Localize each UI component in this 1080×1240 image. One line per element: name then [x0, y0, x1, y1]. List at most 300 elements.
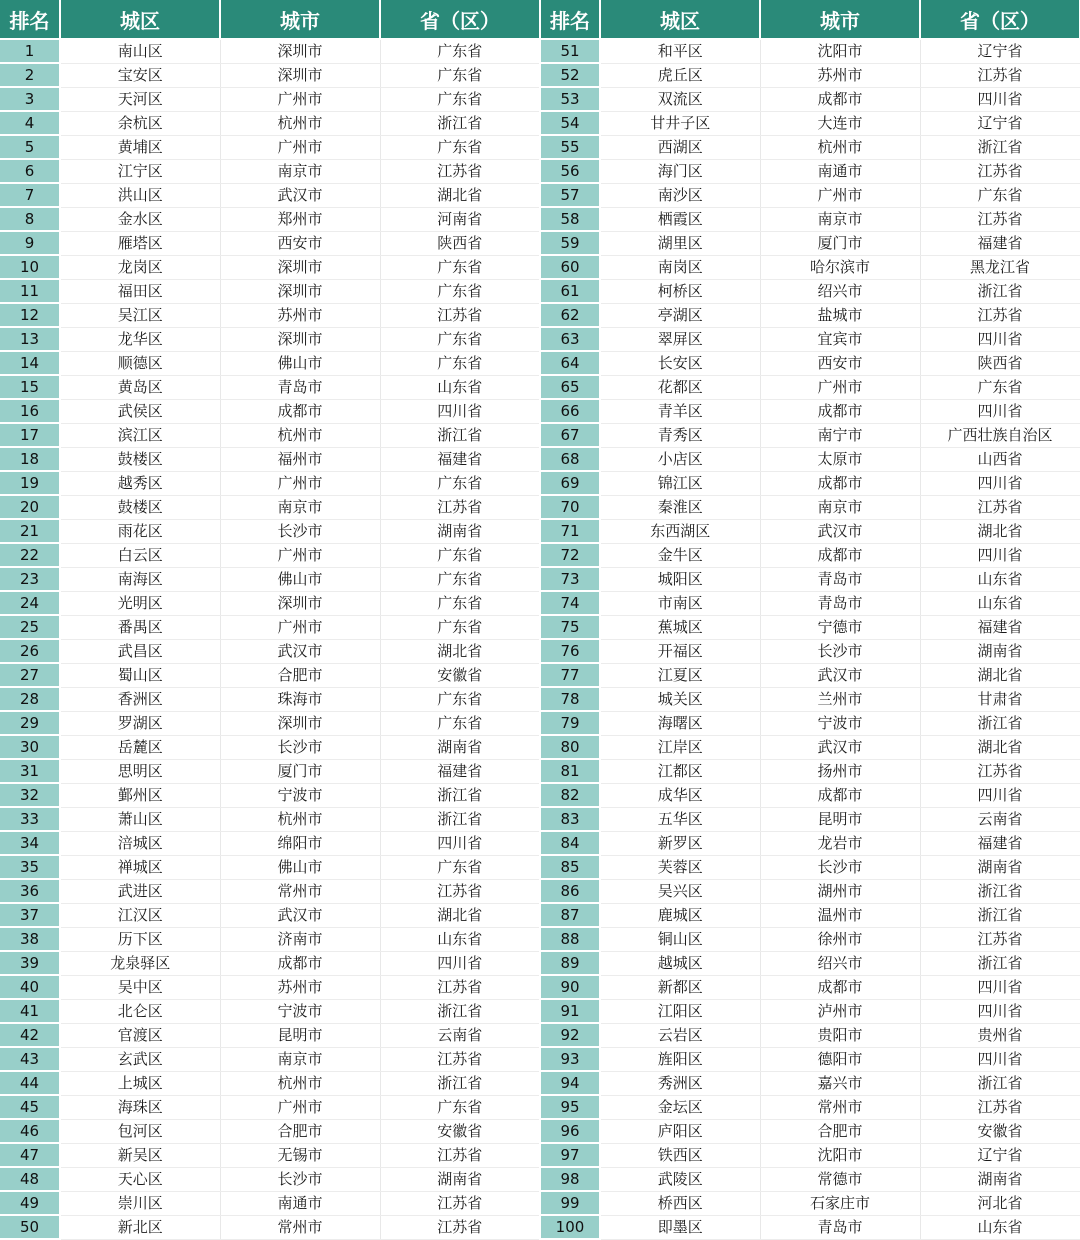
- city-cell: 昆明市: [220, 1023, 380, 1047]
- district-cell: 宝安区: [60, 63, 220, 87]
- city-cell: 广州市: [760, 183, 920, 207]
- province-cell: 四川省: [380, 399, 540, 423]
- city-cell: 常州市: [220, 1215, 380, 1239]
- city-cell: 深圳市: [220, 39, 380, 63]
- rank-cell: 43: [0, 1047, 60, 1071]
- province-cell: 广西壮族自治区: [920, 423, 1080, 447]
- rank-cell: 62: [540, 303, 600, 327]
- district-cell: 海曙区: [600, 711, 760, 735]
- city-cell: 深圳市: [220, 591, 380, 615]
- table-row: [0, 39, 1080, 63]
- table-row: [0, 615, 1080, 639]
- table-row: [0, 999, 1080, 1023]
- rank-cell: 50: [0, 1215, 60, 1239]
- rank-cell: 66: [540, 399, 600, 423]
- district-cell: 涪城区: [60, 831, 220, 855]
- province-cell: 广东省: [380, 135, 540, 159]
- city-cell: 佛山市: [220, 855, 380, 879]
- district-cell: 栖霞区: [600, 207, 760, 231]
- province-cell: 四川省: [380, 951, 540, 975]
- city-cell: 杭州市: [220, 423, 380, 447]
- rank-cell: 48: [0, 1167, 60, 1191]
- district-cell: 甘井子区: [600, 111, 760, 135]
- table-row: [0, 207, 1080, 231]
- province-cell: 广东省: [380, 1095, 540, 1119]
- province-cell: 湖北省: [920, 519, 1080, 543]
- table-row: [0, 351, 1080, 375]
- district-cell: 越城区: [600, 951, 760, 975]
- province-cell: 陕西省: [380, 231, 540, 255]
- rank-cell: 1: [0, 39, 60, 63]
- rank-cell: 12: [0, 303, 60, 327]
- district-cell: 虎丘区: [600, 63, 760, 87]
- city-cell: 杭州市: [760, 135, 920, 159]
- table-row: [0, 975, 1080, 999]
- province-cell: 湖北省: [920, 735, 1080, 759]
- city-cell: 青岛市: [220, 375, 380, 399]
- city-cell: 成都市: [760, 975, 920, 999]
- province-cell: 江苏省: [380, 303, 540, 327]
- district-cell: 玄武区: [60, 1047, 220, 1071]
- city-cell: 苏州市: [220, 303, 380, 327]
- city-cell: 成都市: [220, 951, 380, 975]
- district-cell: 武侯区: [60, 399, 220, 423]
- province-cell: 广东省: [380, 567, 540, 591]
- table-row: [0, 111, 1080, 135]
- district-cell: 成华区: [600, 783, 760, 807]
- city-cell: 苏州市: [220, 975, 380, 999]
- city-cell: 成都市: [220, 399, 380, 423]
- rank-cell: 61: [540, 279, 600, 303]
- province-cell: 河北省: [920, 1191, 1080, 1215]
- district-cell: 洪山区: [60, 183, 220, 207]
- province-cell: 浙江省: [920, 279, 1080, 303]
- city-cell: 广州市: [220, 87, 380, 111]
- rank-cell: 37: [0, 903, 60, 927]
- province-cell: 四川省: [920, 543, 1080, 567]
- district-cell: 青秀区: [600, 423, 760, 447]
- province-cell: 四川省: [920, 1047, 1080, 1071]
- city-cell: 广州市: [220, 1095, 380, 1119]
- district-cell: 黄埔区: [60, 135, 220, 159]
- city-cell: 哈尔滨市: [760, 255, 920, 279]
- rank-cell: 53: [540, 87, 600, 111]
- district-cell: 金牛区: [600, 543, 760, 567]
- table-row: [0, 591, 1080, 615]
- district-cell: 鼓楼区: [60, 495, 220, 519]
- district-cell: 江岸区: [600, 735, 760, 759]
- rank-cell: 78: [540, 687, 600, 711]
- city-cell: 贵阳市: [760, 1023, 920, 1047]
- city-cell: 盐城市: [760, 303, 920, 327]
- district-cell: 滨江区: [60, 423, 220, 447]
- header-district-left: 城区: [60, 0, 220, 39]
- header-city-left: 城市: [220, 0, 380, 39]
- city-cell: 昆明市: [760, 807, 920, 831]
- city-cell: 珠海市: [220, 687, 380, 711]
- rank-cell: 2: [0, 63, 60, 87]
- table-row: [0, 1023, 1080, 1047]
- rank-cell: 7: [0, 183, 60, 207]
- rank-cell: 80: [540, 735, 600, 759]
- province-cell: 江苏省: [380, 1215, 540, 1239]
- city-cell: 郑州市: [220, 207, 380, 231]
- district-cell: 黄岛区: [60, 375, 220, 399]
- rank-cell: 31: [0, 759, 60, 783]
- province-cell: 江苏省: [380, 159, 540, 183]
- city-cell: 西安市: [760, 351, 920, 375]
- table-row: [0, 807, 1080, 831]
- rank-cell: 88: [540, 927, 600, 951]
- rank-cell: 67: [540, 423, 600, 447]
- rank-cell: 92: [540, 1023, 600, 1047]
- city-cell: 长沙市: [760, 639, 920, 663]
- province-cell: 江苏省: [380, 1047, 540, 1071]
- province-cell: 江苏省: [380, 495, 540, 519]
- city-cell: 长沙市: [220, 1167, 380, 1191]
- table-row: [0, 1191, 1080, 1215]
- table-row: [0, 327, 1080, 351]
- table-row: [0, 135, 1080, 159]
- rank-cell: 99: [540, 1191, 600, 1215]
- district-cell: 新都区: [600, 975, 760, 999]
- table-body: [0, 39, 1080, 1239]
- city-cell: 杭州市: [220, 111, 380, 135]
- district-cell: 新罗区: [600, 831, 760, 855]
- rank-cell: 71: [540, 519, 600, 543]
- province-cell: 湖南省: [920, 639, 1080, 663]
- rank-cell: 85: [540, 855, 600, 879]
- district-cell: 市南区: [600, 591, 760, 615]
- province-cell: 山东省: [380, 927, 540, 951]
- rank-cell: 75: [540, 615, 600, 639]
- table-row: [0, 927, 1080, 951]
- province-cell: 广东省: [380, 351, 540, 375]
- city-cell: 广州市: [760, 375, 920, 399]
- rank-cell: 17: [0, 423, 60, 447]
- district-cell: 禅城区: [60, 855, 220, 879]
- province-cell: 浙江省: [920, 879, 1080, 903]
- province-cell: 贵州省: [920, 1023, 1080, 1047]
- city-cell: 南通市: [760, 159, 920, 183]
- city-cell: 泸州市: [760, 999, 920, 1023]
- rank-cell: 58: [540, 207, 600, 231]
- district-cell: 金坛区: [600, 1095, 760, 1119]
- city-cell: 沈阳市: [760, 39, 920, 63]
- province-cell: 四川省: [920, 87, 1080, 111]
- rank-cell: 59: [540, 231, 600, 255]
- province-cell: 江苏省: [920, 303, 1080, 327]
- province-cell: 江苏省: [920, 63, 1080, 87]
- city-cell: 湖州市: [760, 879, 920, 903]
- rank-cell: 23: [0, 567, 60, 591]
- city-cell: 成都市: [760, 783, 920, 807]
- district-cell: 鹿城区: [600, 903, 760, 927]
- city-cell: 嘉兴市: [760, 1071, 920, 1095]
- district-cell: 上城区: [60, 1071, 220, 1095]
- district-cell: 桥西区: [600, 1191, 760, 1215]
- city-cell: 济南市: [220, 927, 380, 951]
- city-cell: 深圳市: [220, 255, 380, 279]
- rank-cell: 22: [0, 543, 60, 567]
- district-cell: 萧山区: [60, 807, 220, 831]
- rank-cell: 60: [540, 255, 600, 279]
- table-row: [0, 1167, 1080, 1191]
- table-row: [0, 663, 1080, 687]
- rank-cell: 9: [0, 231, 60, 255]
- district-cell: 花都区: [600, 375, 760, 399]
- city-cell: 武汉市: [760, 663, 920, 687]
- province-cell: 辽宁省: [920, 1143, 1080, 1167]
- city-cell: 德阳市: [760, 1047, 920, 1071]
- city-cell: 深圳市: [220, 279, 380, 303]
- table-row: [0, 1071, 1080, 1095]
- district-cell: 江汉区: [60, 903, 220, 927]
- rank-cell: 42: [0, 1023, 60, 1047]
- city-cell: 佛山市: [220, 351, 380, 375]
- header-city-right: 城市: [760, 0, 920, 39]
- province-cell: 广东省: [380, 591, 540, 615]
- table-row: [0, 951, 1080, 975]
- province-cell: 广东省: [380, 327, 540, 351]
- district-cell: 开福区: [600, 639, 760, 663]
- table-row: [0, 759, 1080, 783]
- district-cell: 天河区: [60, 87, 220, 111]
- district-cell: 吴兴区: [600, 879, 760, 903]
- table-row: [0, 375, 1080, 399]
- district-cell: 云岩区: [600, 1023, 760, 1047]
- rank-cell: 45: [0, 1095, 60, 1119]
- table-row: [0, 471, 1080, 495]
- rank-cell: 14: [0, 351, 60, 375]
- district-cell: 江宁区: [60, 159, 220, 183]
- district-cell: 罗湖区: [60, 711, 220, 735]
- rank-cell: 91: [540, 999, 600, 1023]
- district-cell: 翠屏区: [600, 327, 760, 351]
- table-row: [0, 255, 1080, 279]
- province-cell: 江苏省: [380, 975, 540, 999]
- province-cell: 福建省: [380, 447, 540, 471]
- district-cell: 武进区: [60, 879, 220, 903]
- province-cell: 湖北省: [380, 183, 540, 207]
- province-cell: 湖北省: [380, 639, 540, 663]
- city-cell: 武汉市: [220, 183, 380, 207]
- city-cell: 成都市: [760, 543, 920, 567]
- city-cell: 温州市: [760, 903, 920, 927]
- rank-cell: 82: [540, 783, 600, 807]
- city-cell: 常州市: [760, 1095, 920, 1119]
- rank-cell: 44: [0, 1071, 60, 1095]
- rank-cell: 81: [540, 759, 600, 783]
- province-cell: 广东省: [380, 615, 540, 639]
- province-cell: 安徽省: [920, 1119, 1080, 1143]
- district-cell: 南海区: [60, 567, 220, 591]
- rank-cell: 18: [0, 447, 60, 471]
- district-cell: 旌阳区: [600, 1047, 760, 1071]
- province-cell: 浙江省: [380, 807, 540, 831]
- district-cell: 小店区: [600, 447, 760, 471]
- table-row: [0, 159, 1080, 183]
- table-row: [0, 1215, 1080, 1239]
- table-row: [0, 831, 1080, 855]
- city-cell: 南京市: [760, 495, 920, 519]
- city-cell: 杭州市: [220, 1071, 380, 1095]
- province-cell: 辽宁省: [920, 111, 1080, 135]
- city-cell: 扬州市: [760, 759, 920, 783]
- province-cell: 广东省: [380, 543, 540, 567]
- province-cell: 浙江省: [920, 135, 1080, 159]
- city-cell: 宁德市: [760, 615, 920, 639]
- table-row: [0, 1119, 1080, 1143]
- rank-cell: 63: [540, 327, 600, 351]
- rank-cell: 47: [0, 1143, 60, 1167]
- province-cell: 浙江省: [380, 423, 540, 447]
- city-cell: 青岛市: [760, 567, 920, 591]
- rank-cell: 13: [0, 327, 60, 351]
- province-cell: 江苏省: [380, 1143, 540, 1167]
- rank-cell: 26: [0, 639, 60, 663]
- district-cell: 思明区: [60, 759, 220, 783]
- district-cell: 柯桥区: [600, 279, 760, 303]
- city-cell: 南京市: [220, 495, 380, 519]
- district-cell: 秀洲区: [600, 1071, 760, 1095]
- district-cell: 江阳区: [600, 999, 760, 1023]
- city-cell: 龙岩市: [760, 831, 920, 855]
- table-row: [0, 1095, 1080, 1119]
- rank-cell: 87: [540, 903, 600, 927]
- rank-cell: 36: [0, 879, 60, 903]
- header-district-right: 城区: [600, 0, 760, 39]
- rank-cell: 97: [540, 1143, 600, 1167]
- district-cell: 崇川区: [60, 1191, 220, 1215]
- city-cell: 长沙市: [760, 855, 920, 879]
- district-cell: 南岗区: [600, 255, 760, 279]
- province-cell: 云南省: [920, 807, 1080, 831]
- rank-cell: 56: [540, 159, 600, 183]
- district-cell: 雨花区: [60, 519, 220, 543]
- city-cell: 绍兴市: [760, 279, 920, 303]
- rank-cell: 68: [540, 447, 600, 471]
- district-cell: 光明区: [60, 591, 220, 615]
- district-cell: 龙华区: [60, 327, 220, 351]
- table-row: [0, 855, 1080, 879]
- city-cell: 宁波市: [760, 711, 920, 735]
- rank-cell: 86: [540, 879, 600, 903]
- city-cell: 兰州市: [760, 687, 920, 711]
- table-row: [0, 447, 1080, 471]
- province-cell: 江苏省: [380, 879, 540, 903]
- district-cell: 长安区: [600, 351, 760, 375]
- province-cell: 浙江省: [380, 999, 540, 1023]
- table-row: [0, 879, 1080, 903]
- district-cell: 吴江区: [60, 303, 220, 327]
- rank-cell: 57: [540, 183, 600, 207]
- rank-cell: 64: [540, 351, 600, 375]
- table-row: [0, 687, 1080, 711]
- city-cell: 南宁市: [760, 423, 920, 447]
- city-cell: 南京市: [220, 159, 380, 183]
- rank-cell: 24: [0, 591, 60, 615]
- district-cell: 余杭区: [60, 111, 220, 135]
- rank-cell: 25: [0, 615, 60, 639]
- province-cell: 山东省: [920, 567, 1080, 591]
- rank-cell: 38: [0, 927, 60, 951]
- rank-cell: 89: [540, 951, 600, 975]
- district-cell: 岳麓区: [60, 735, 220, 759]
- province-cell: 浙江省: [380, 111, 540, 135]
- district-cell: 龙泉驿区: [60, 951, 220, 975]
- rank-cell: 4: [0, 111, 60, 135]
- district-cell: 秦淮区: [600, 495, 760, 519]
- city-cell: 石家庄市: [760, 1191, 920, 1215]
- rank-cell: 98: [540, 1167, 600, 1191]
- district-cell: 天心区: [60, 1167, 220, 1191]
- province-cell: 湖南省: [380, 519, 540, 543]
- table-row: [0, 735, 1080, 759]
- city-cell: 无锡市: [220, 1143, 380, 1167]
- rank-cell: 72: [540, 543, 600, 567]
- district-cell: 北仑区: [60, 999, 220, 1023]
- header-rank-left: 排名: [0, 0, 60, 39]
- district-cell: 番禺区: [60, 615, 220, 639]
- city-cell: 长沙市: [220, 519, 380, 543]
- rank-cell: 21: [0, 519, 60, 543]
- province-cell: 广东省: [920, 375, 1080, 399]
- province-cell: 山东省: [380, 375, 540, 399]
- province-cell: 湖南省: [380, 1167, 540, 1191]
- province-cell: 广东省: [380, 279, 540, 303]
- district-cell: 青羊区: [600, 399, 760, 423]
- table-row: [0, 519, 1080, 543]
- rank-cell: 28: [0, 687, 60, 711]
- rank-cell: 10: [0, 255, 60, 279]
- province-cell: 湖南省: [920, 1167, 1080, 1191]
- province-cell: 福建省: [920, 831, 1080, 855]
- table-row: [0, 303, 1080, 327]
- district-cell: 城阳区: [600, 567, 760, 591]
- province-cell: 广东省: [380, 39, 540, 63]
- city-cell: 武汉市: [220, 639, 380, 663]
- district-cell: 江都区: [600, 759, 760, 783]
- province-cell: 安徽省: [380, 1119, 540, 1143]
- city-cell: 厦门市: [220, 759, 380, 783]
- province-cell: 湖南省: [380, 735, 540, 759]
- rank-cell: 77: [540, 663, 600, 687]
- district-cell: 雁塔区: [60, 231, 220, 255]
- city-cell: 成都市: [760, 471, 920, 495]
- district-cell: 包河区: [60, 1119, 220, 1143]
- rank-cell: 30: [0, 735, 60, 759]
- province-cell: 浙江省: [380, 783, 540, 807]
- district-cell: 和平区: [600, 39, 760, 63]
- city-cell: 合肥市: [760, 1119, 920, 1143]
- district-cell: 西湖区: [600, 135, 760, 159]
- district-cell: 锦江区: [600, 471, 760, 495]
- city-cell: 宁波市: [220, 999, 380, 1023]
- city-cell: 佛山市: [220, 567, 380, 591]
- province-cell: 江苏省: [920, 927, 1080, 951]
- city-cell: 成都市: [760, 399, 920, 423]
- province-cell: 浙江省: [380, 1071, 540, 1095]
- rank-cell: 40: [0, 975, 60, 999]
- district-cell: 江夏区: [600, 663, 760, 687]
- province-cell: 江苏省: [920, 1095, 1080, 1119]
- province-cell: 广东省: [380, 471, 540, 495]
- rank-cell: 70: [540, 495, 600, 519]
- district-cell: 海门区: [600, 159, 760, 183]
- city-cell: 武汉市: [760, 735, 920, 759]
- province-cell: 四川省: [920, 399, 1080, 423]
